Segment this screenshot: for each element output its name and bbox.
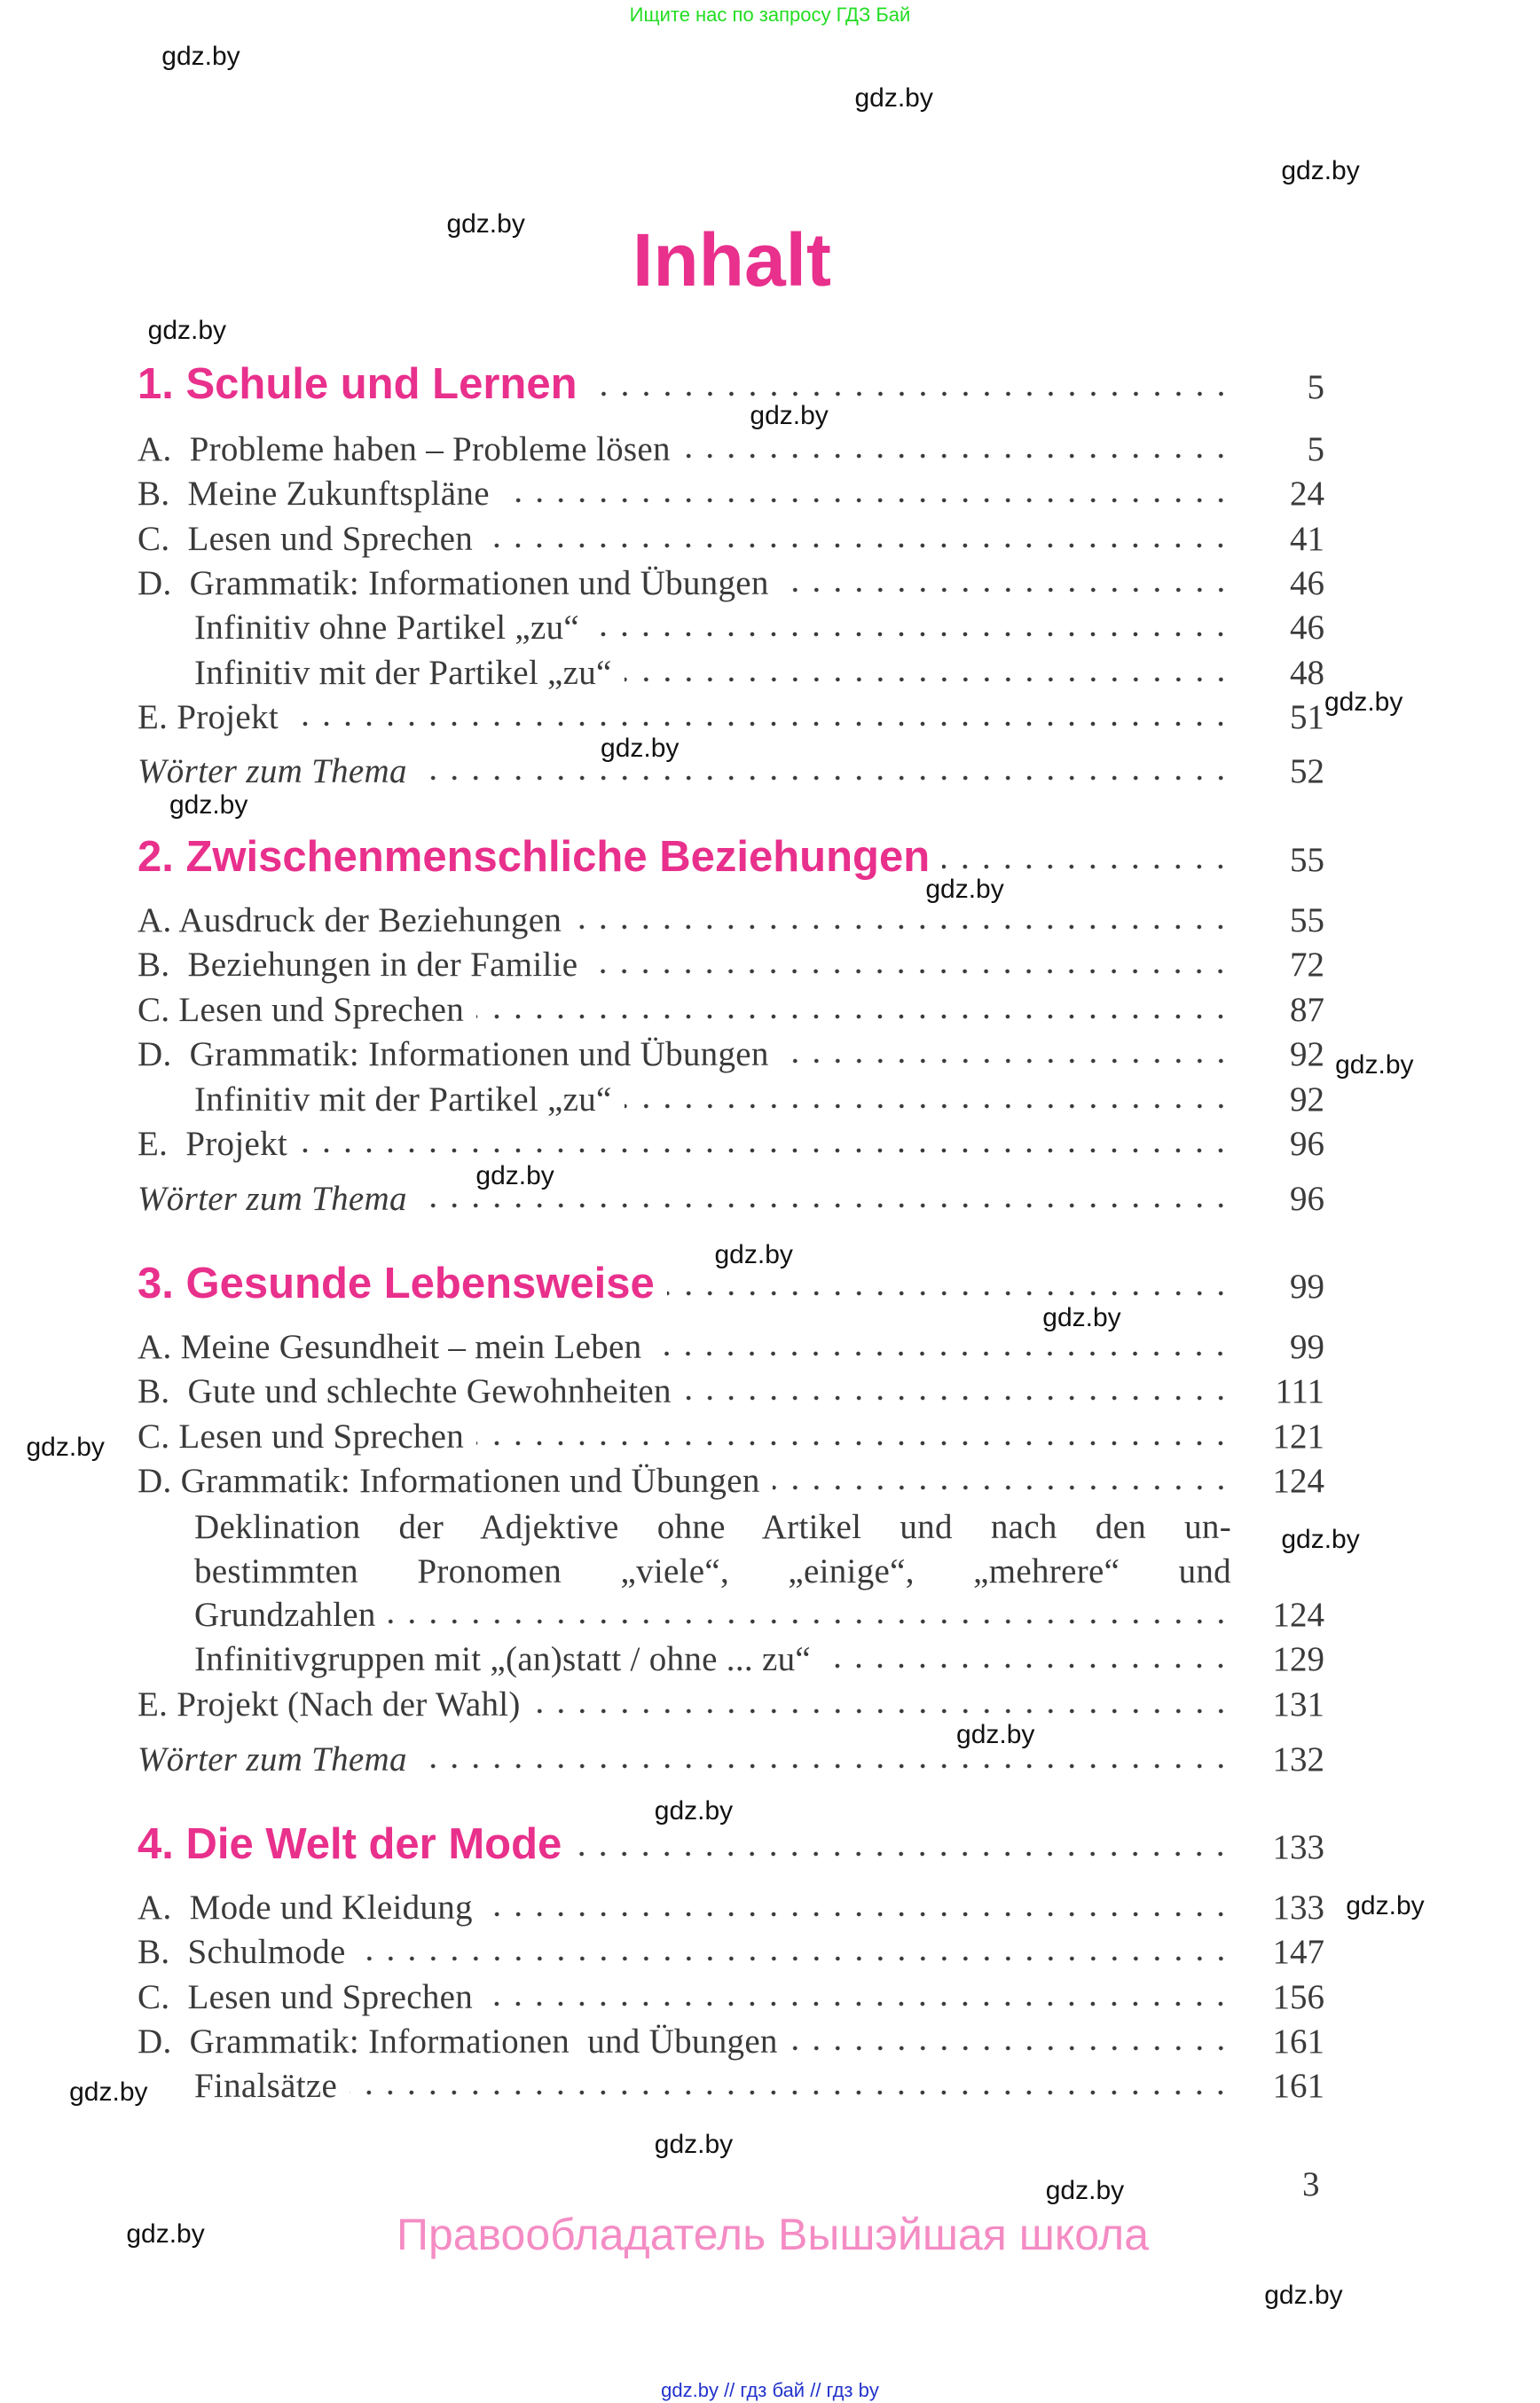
toc-page-number: 5 (1307, 430, 1324, 468)
toc-entry (138, 1975, 1324, 2020)
toc-page-number: 46 (1290, 609, 1324, 647)
dot-leader (502, 496, 1231, 505)
toc-entry (194, 1505, 1231, 1550)
toc-page-number: 132 (1272, 1740, 1324, 1779)
watermark: gdz.by (654, 2130, 734, 2160)
toc-page-number: 41 (1290, 520, 1324, 558)
dot-leader (389, 1617, 1231, 1626)
toc-page-number: 24 (1290, 475, 1324, 513)
watermark: gdz.by (654, 1795, 734, 1826)
dot-leader (533, 1707, 1231, 1716)
dot-leader (358, 1954, 1231, 1963)
toc-page-number: 55 (1290, 901, 1324, 939)
watermark: gdz.by (925, 875, 1004, 905)
toc-entry (138, 517, 1324, 561)
dot-leader (773, 1483, 1231, 1492)
toc-page-number: 96 (1290, 1180, 1324, 1218)
dot-leader (790, 2044, 1231, 2053)
toc-entry-title: E. Projekt (Nach der Wahl) (138, 1685, 521, 1724)
dot-leader (485, 541, 1231, 550)
dot-leader (942, 862, 1231, 871)
toc-page-number: 156 (1272, 1978, 1324, 2016)
toc-page-number: 92 (1290, 1080, 1324, 1119)
toc-entry (138, 2020, 1324, 2064)
toc-page-number: 96 (1290, 1125, 1324, 1163)
toc-page-number: 129 (1272, 1640, 1324, 1678)
dot-leader (574, 1849, 1231, 1858)
footer-links[interactable]: gdz.by // гдз бай // гдз by (661, 2379, 879, 2401)
watermark: gdz.by (601, 733, 680, 763)
toc-entry (138, 1325, 1324, 1370)
toc-entry-title: 2. Zwischenmenschliche Beziehungen (138, 833, 931, 881)
toc-page-number: 161 (1272, 2067, 1324, 2105)
dot-leader (300, 1146, 1231, 1155)
toc-chapter (138, 359, 1324, 408)
toc-entry-title: Grundzahlen (194, 1596, 376, 1634)
toc-page-number: 52 (1290, 752, 1324, 790)
toc-entry (194, 606, 1324, 650)
watermark: gdz.by (750, 400, 829, 430)
toc-entry-title: E. Projekt (138, 1125, 288, 1163)
dot-leader (683, 452, 1231, 460)
toc-entry-title: A. Meine Gesundheit – mein Leben (138, 1328, 642, 1366)
toc-entry (194, 2064, 1324, 2109)
toc-entry-title: C. Lesen und Sprechen (138, 991, 465, 1029)
dot-leader (291, 719, 1231, 728)
toc-page-number: 99 (1290, 1328, 1324, 1366)
dot-leader (476, 1439, 1231, 1448)
toc-page-number: 124 (1272, 1462, 1324, 1500)
toc-entry-title: 4. Die Welt der Mode (138, 1820, 562, 1868)
toc-entry (194, 1593, 1324, 1637)
dot-leader (590, 389, 1231, 398)
toc-entry-title: bestimmten Pronomen „viele“, „einige“, „mehrere“ und (194, 1552, 1231, 1590)
toc-entry-title: Finalsätze (194, 2067, 338, 2105)
toc-entry-title: A. Ausdruck der Beziehungen (138, 901, 562, 939)
toc-entry-title: Wörter zum Thema (138, 1740, 407, 1779)
toc-entry-title: B. Gute und schlechte Gewohnheiten (138, 1372, 672, 1410)
toc-entry (138, 899, 1324, 943)
toc-entry-title: Wörter zum Thema (138, 1180, 407, 1218)
watermark: gdz.by (161, 42, 240, 72)
toc-entry-title: Infinitivgruppen mit „(an)statt / ohne ... zu“ (194, 1640, 812, 1678)
dot-leader (667, 1289, 1231, 1298)
dot-leader (823, 1661, 1231, 1670)
watermark: gdz.by (126, 2218, 205, 2249)
toc-page-number: 147 (1272, 1933, 1324, 1971)
toc-entry (138, 943, 1324, 987)
dot-leader (625, 675, 1231, 684)
toc-entry (138, 1033, 1324, 1077)
toc-entry-title: C. Lesen und Sprechen (138, 520, 474, 558)
page-number: 3 (1302, 2165, 1320, 2203)
toc-page-number: 111 (1275, 1372, 1324, 1410)
toc-entry (194, 651, 1324, 695)
watermark: gdz.by (1346, 1891, 1425, 1921)
watermark: gdz.by (1281, 155, 1360, 185)
toc-entry-title: B. Beziehungen in der Familie (138, 946, 578, 984)
toc-entry (138, 1177, 1324, 1221)
toc-entry-title: C. Lesen und Sprechen (138, 1978, 474, 2016)
toc-page-number: 131 (1272, 1685, 1324, 1724)
watermark: gdz.by (1045, 2176, 1125, 2206)
toc-entry (138, 695, 1324, 740)
search-banner: Ищите нас по запросу ГДЗ Бай (629, 4, 911, 26)
toc-page-number: 161 (1272, 2022, 1324, 2061)
toc-entry-title: Deklination der Adjektive ohne Artikel und nach den un- (194, 1508, 1231, 1546)
toc-entry (138, 1122, 1324, 1166)
toc-entry-title: C. Lesen und Sprechen (138, 1417, 465, 1456)
toc-entry (138, 1930, 1324, 1975)
toc-chapter (138, 832, 1324, 881)
toc-page-number: 133 (1272, 1889, 1324, 1927)
toc-page-number: 87 (1290, 991, 1324, 1029)
toc-entry-title: D. Grammatik: Informationen und Übungen (138, 564, 769, 602)
watermark: gdz.by (1264, 2281, 1343, 2311)
page-title: Inhalt (632, 218, 831, 302)
watermark: gdz.by (1281, 1525, 1360, 1554)
toc-entry (138, 1683, 1324, 1727)
toc-entry-title: E. Projekt (138, 698, 279, 736)
watermark: gdz.by (854, 83, 933, 114)
copyright-notice: Правообладатель Вышэйшая школа (397, 2210, 1149, 2259)
dot-leader (654, 1349, 1231, 1358)
dot-leader (782, 585, 1231, 594)
toc-entry-title: Infinitiv mit der Partikel „zu“ (194, 654, 612, 692)
toc-entry (138, 750, 1324, 794)
toc-page-number: 48 (1290, 654, 1324, 692)
watermark: gdz.by (714, 1239, 793, 1269)
toc-entry-title: D. Grammatik: Informationen und Übungen (138, 1462, 760, 1500)
toc-entry-title: Infinitiv ohne Partikel „zu“ (194, 609, 580, 647)
toc-entry-title: Infinitiv mit der Partikel „zu“ (194, 1080, 612, 1119)
dot-leader (420, 1762, 1231, 1771)
toc-page-number: 92 (1290, 1035, 1324, 1073)
dot-leader (574, 923, 1231, 931)
toc-entry (138, 1370, 1324, 1414)
watermark: gdz.by (1042, 1303, 1121, 1333)
toc-entry-title: A. Mode und Kleidung (138, 1889, 473, 1927)
watermark: gdz.by (147, 316, 227, 346)
toc-page-number: 5 (1307, 368, 1324, 406)
watermark: gdz.by (169, 789, 248, 820)
dot-leader (590, 967, 1231, 976)
toc-entry-title: 1. Schule und Lernen (138, 360, 578, 408)
dot-leader (485, 1999, 1231, 2008)
dot-leader (782, 1056, 1231, 1065)
toc-entry-title: 3. Gesunde Lebensweise (138, 1260, 655, 1308)
dot-leader (625, 1102, 1231, 1111)
toc-entry (194, 1637, 1324, 1682)
toc-entry (138, 561, 1324, 606)
toc-entry (194, 1078, 1324, 1122)
dot-leader (592, 630, 1231, 639)
dot-leader (420, 1201, 1231, 1210)
toc-entry-title: Wörter zum Thema (138, 752, 407, 790)
toc-page-number: 46 (1290, 564, 1324, 602)
watermark: gdz.by (475, 1161, 554, 1191)
toc-entry-title: D. Grammatik: Informationen und Übungen (138, 2022, 778, 2061)
toc-page-number: 55 (1290, 841, 1324, 879)
toc-entry-title: B. Meine Zukunftspläne (138, 475, 490, 513)
watermark: gdz.by (1335, 1050, 1414, 1080)
toc-entry (138, 1886, 1324, 1930)
dot-leader (350, 2088, 1231, 2097)
toc-entry (138, 1738, 1324, 1782)
toc-page-number: 99 (1290, 1268, 1324, 1306)
toc-page-number: 124 (1272, 1596, 1324, 1634)
toc-entry (138, 1459, 1324, 1504)
toc-entry (138, 428, 1324, 472)
toc-entry (194, 1550, 1231, 1594)
watermark: gdz.by (956, 1720, 1035, 1750)
toc-page-number: 121 (1272, 1417, 1324, 1456)
watermark: gdz.by (26, 1432, 105, 1462)
dot-leader (476, 1012, 1231, 1021)
toc-entry (138, 988, 1324, 1033)
toc-entry-title: D. Grammatik: Informationen und Übungen (138, 1035, 769, 1073)
dot-leader (420, 774, 1231, 782)
dot-leader (684, 1394, 1231, 1402)
toc-entry (138, 472, 1324, 516)
watermark: gdz.by (69, 2077, 148, 2108)
dot-leader (485, 1910, 1231, 1919)
watermark: gdz.by (446, 209, 525, 240)
toc-entry-title: A. Probleme haben – Probleme lösen (138, 430, 671, 468)
toc-page-number: 72 (1290, 946, 1324, 984)
toc-page-number: 51 (1290, 698, 1324, 736)
toc-page-number: 133 (1272, 1828, 1324, 1866)
toc-entry (138, 1415, 1324, 1459)
watermark: gdz.by (1324, 687, 1403, 717)
toc-entry-title: B. Schulmode (138, 1933, 346, 1971)
